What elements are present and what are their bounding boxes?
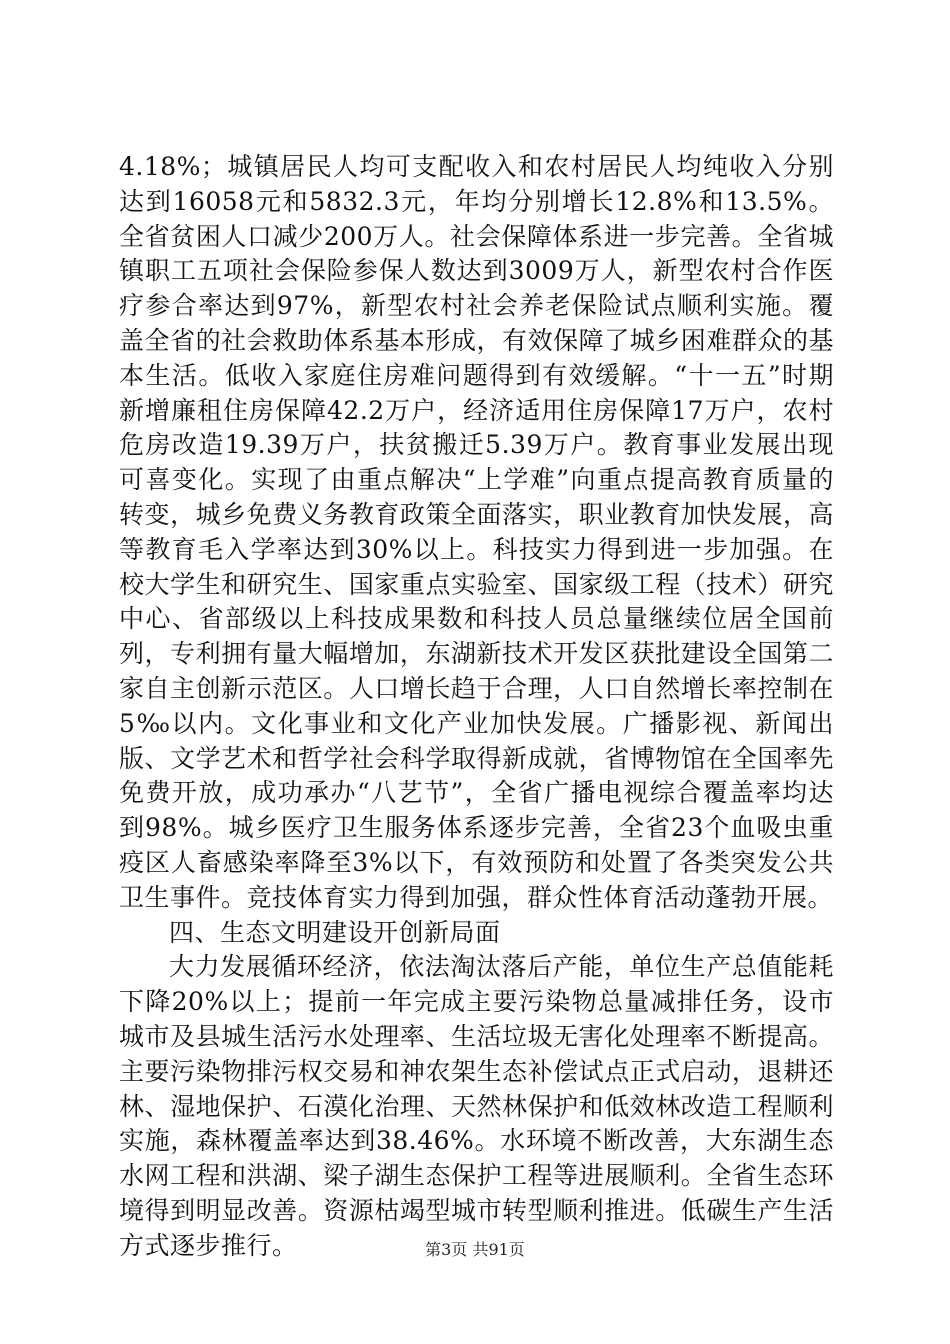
- page-number-footer: 第3页 共91页: [425, 1240, 525, 1259]
- body-text: [119, 150, 834, 1264]
- section-heading-ecology: 四、生态文明建设开创新局面: [169, 917, 501, 947]
- paragraph-ecology: 大力发展循环经济，依法淘汰落后产能，单位生产总值能耗下降20%以上；提前一年完成主要污染物总量减排任务，设市城市及县城生活污水处理率、生活垃圾无害化处理率不断提高。主要污染物排污权交易和神农架生态补偿试点正式启动，退耕还林、湿地保护、石漠化治理、天然林保护和低效林改造工程顺利实施，森林覆盖率达到38.46%。水环境不断改善，大东湖生态水网工程和洪湖、梁子湖生态保护工程等进展顺利。全省生态环境得到明显改善。资源枯竭型城市转型顺利推进。低碳生产生活方式逐步推行。: [119, 952, 834, 1260]
- paragraph-social-development: 4.18%；城镇居民人均可支配收入和农村居民人均纯收入分别达到16058元和5832.3元，年均分别增长12.8%和13.5%。全省贫困人口减少200万人。社会保障体系进一步完善。全省城镇职工五项社会保险参保人数达到3009万人，新型农村合作医疗参合率达到97%，新型农村社会养老保险试点顺利实施。覆盖全省的社会救助体系基本形成，有效保障了城乡困难群众的基本生活。低收入家庭住房难问题得到有效缓解。“十一五”时期新增廉租住房保障42.2万户，经济适用住房保障17万户，农村危房改造19.39万户，扶贫搬迁5.39万户。教育事业发展出现可喜变化。实现了由重点解决“上学难”向重点提高教育质量的转变，城乡免费义务教育政策全面落实，职业教育加快发展，高等教育毛入学率达到30%以上。科技实力得到进一步加强。在校大学生和研究生、国家重点实验室、国家级工程（技术）研究中心、省部级以上科技成果数和科技人员总量继续位居全国前列，专利拥有量大幅增加，东湖新技术开发区获批建设全国第二家自主创新示范区。人口增长趋于合理，人口自然增长率控制在5‰以内。文化事业和文化产业加快发展。广播影视、新闻出版、文学艺术和哲学社会科学取得新成就，省博物馆在全国率先免费开放，成功承办“八艺节”，全省广播电视综合覆盖率均达到98%。城乡医疗卫生服务体系逐步完善，全省23个血吸虫重疫区人畜感染率降至3%以下，有效预防和处置了各类突发公共卫生事件。竞技体育实力得到加强，群众性体育活动蓬勃开展。: [119, 152, 834, 912]
